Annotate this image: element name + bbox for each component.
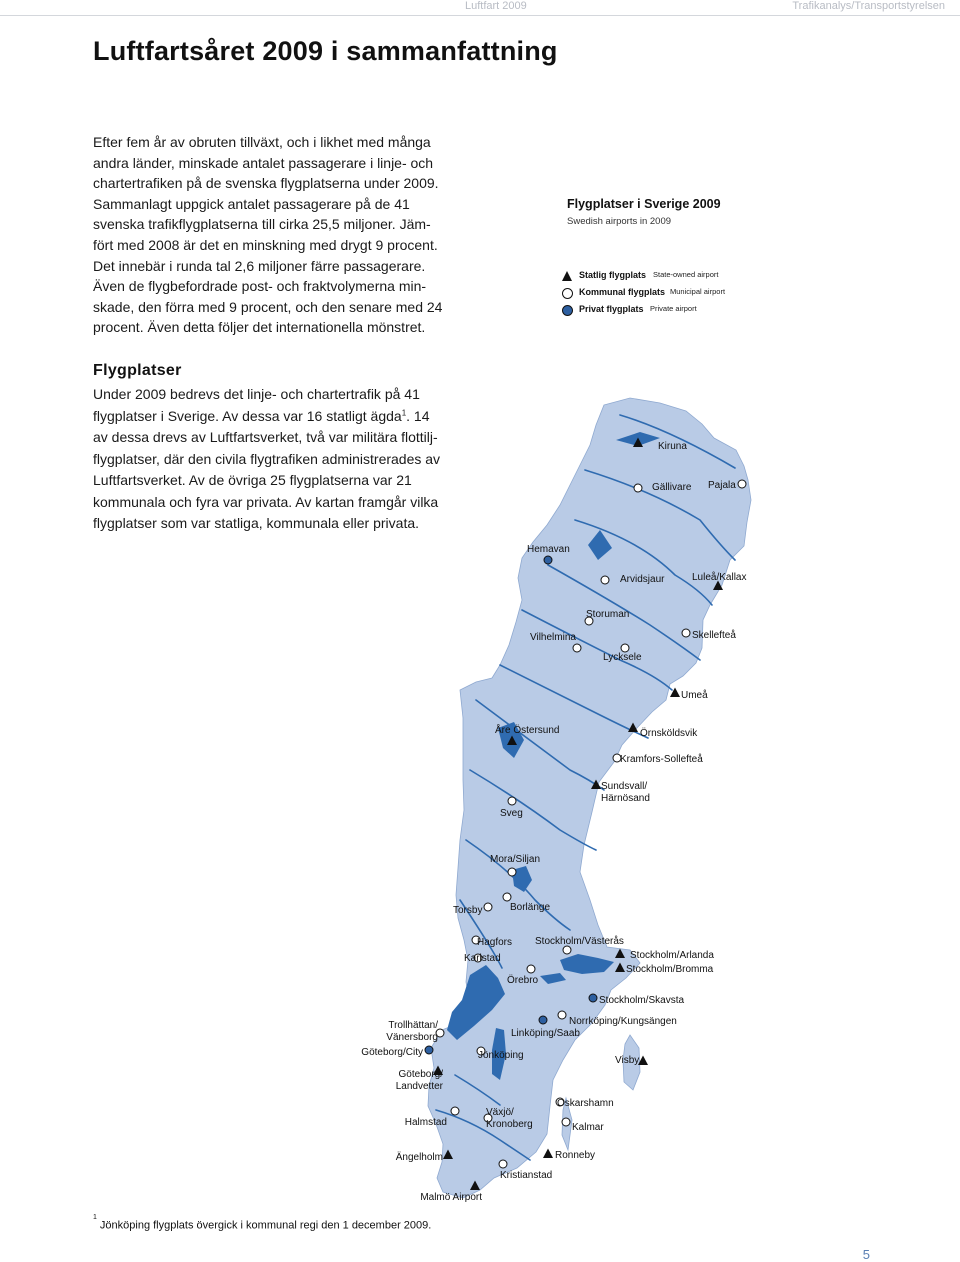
municipal-airport-icon [484, 903, 492, 911]
airport-label-line: Jönköping [478, 1050, 524, 1061]
airport-label-line: Pajala [708, 480, 736, 491]
municipal-airport-icon [508, 868, 516, 876]
state-airport-icon [543, 1149, 553, 1159]
airport-label-lycksele [603, 652, 642, 663]
section-line: kommunala och fyra var privata. Av kartan framgår vilka [93, 493, 439, 510]
section-title: Flygplatser [93, 362, 182, 379]
municipal-airport-icon [451, 1107, 459, 1115]
airport-label-line: Kramfors-Sollefteå [620, 754, 703, 765]
airport-label-line: Sundsvall/ [601, 781, 648, 792]
intro-line: Även de flygbefordrade post- och fraktvolymerna min- [93, 278, 427, 295]
municipal-airport-icon [563, 946, 571, 954]
sweden-mainland-shape [428, 398, 751, 1198]
intro-line: Det innebär i runda tal 2,6 miljoner färre passagerare. [93, 257, 426, 274]
airport-label-line: Vänersborg [386, 1032, 438, 1043]
map-title: Flygplatser i Sverige 2009 [567, 197, 721, 211]
intro-line: skade, den förra med 9 procent, och den senare med 24 [93, 298, 443, 315]
airport-label-oskarshamn [557, 1098, 614, 1109]
footnote-ref: 1 [401, 407, 407, 417]
airport-label-line: Torsby [453, 905, 483, 916]
airport-label-line: Norrköping/Kungsängen [569, 1016, 677, 1027]
airport-label-line: Kalmar [572, 1122, 604, 1133]
airport-label-line: Trollhättan/ [388, 1020, 438, 1031]
airport-label-sveg [500, 808, 523, 819]
footnote-text: Jönköping flygplats övergick i kommunal regi den 1 december 2009. [99, 1219, 432, 1232]
airport-label-line: Luleå/Kallax [692, 572, 747, 583]
airport-label-line: Växjö/ [486, 1107, 514, 1118]
section-line: Luftfartsverket. Av de övriga 25 flygplatserna var 21 [93, 472, 412, 488]
private-airport-icon [539, 1016, 547, 1024]
airport-label-line: Oskarshamn [557, 1098, 614, 1109]
municipal-airport-icon [738, 480, 746, 488]
legend-label-sv: Statlig flygplats [579, 270, 647, 280]
running-header-left: Luftfart 2009 [465, 0, 527, 12]
section-line: flygplatser som var statliga, kommunala eller privata. [93, 515, 420, 531]
section-line: flygplatser, där den civila flygtrafiken administrerades av [93, 450, 441, 467]
airport-label-line: Borlänge [510, 902, 551, 913]
page-title: Luftfartsåret 2009 i sammanfattning [93, 36, 558, 66]
airport-label-stockholm-arlanda [630, 950, 714, 961]
airport-label-malmö-airport [420, 1192, 482, 1203]
municipal-airport-icon [503, 893, 511, 901]
airport-label-line: Umeå [681, 690, 708, 701]
airport-label-norrköping-kungsängen [569, 1016, 677, 1027]
private-airport-icon [544, 556, 552, 564]
legend-label-sv: Kommunal flygplats [579, 287, 666, 297]
airport-label-hemavan [527, 544, 570, 555]
map-subtitle: Swedish airports in 2009 [567, 216, 672, 227]
intro-line: fört med 2008 är det en minskning med drygt 9 procent. [93, 236, 438, 253]
airport-label-line: Vilhelmina [530, 632, 576, 643]
airport-label-line: Gällivare [652, 482, 692, 493]
municipal-airport-icon [499, 1160, 507, 1168]
airport-label-gällivare [652, 482, 692, 493]
airport-label-line: Kiruna [658, 441, 687, 452]
intro-line: Efter fem år av obruten tillväxt, och i likhet med många [93, 134, 431, 150]
airport-label-line: Karlstad [464, 953, 501, 964]
legend-label-en: Municipal airport [670, 287, 726, 296]
legend-label-sv: Privat flygplats [579, 304, 644, 314]
municipal-airport-icon [562, 1118, 570, 1126]
airport-label-linköping-saab [511, 1028, 580, 1039]
airport-label-örebro [507, 974, 539, 986]
intro-line: Sammanlagt uppgick antalet passagerare på de 41 [93, 195, 410, 212]
airport-label-line: Visby [615, 1055, 640, 1066]
airport-label-line: Arvidsjaur [620, 574, 665, 585]
intro-line: svenska trafikflygplatserna till cirka 25,5 miljoner. Jäm- [93, 216, 431, 233]
section-line-text: flygplatser i Sverige. Av dessa var 16 statligt ägda [93, 407, 402, 424]
airport-label-arvidsjaur [620, 574, 665, 585]
airport-label-line: Malmö Airport [420, 1192, 482, 1203]
intro-line: chartertrafiken på de svenska flygplatserna under 2009. [93, 175, 439, 192]
airport-label-line: Hemavan [527, 544, 570, 555]
section-line: Under 2009 bedrevs det linje- och chartertrafik på 41 [93, 386, 420, 402]
municipal-airport-icon [527, 965, 535, 973]
airport-label-jönköping [478, 1050, 524, 1061]
airport-label-line: Hagfors [477, 937, 513, 948]
airport-label-göteborg-landvetter [396, 1069, 444, 1092]
airport-label-stockholm-bromma [626, 964, 714, 975]
airport-label-torsby [453, 905, 482, 916]
municipal-airport-icon [634, 484, 642, 492]
airport-label-kalmar [572, 1122, 604, 1133]
airport-label-ronneby [555, 1150, 595, 1161]
airport-label-umeå [681, 689, 708, 701]
airport-label-halmstad [405, 1117, 447, 1128]
airport-label-line: Kronoberg [486, 1119, 533, 1130]
airport-label-sundsvall-härnösand [601, 781, 650, 804]
airport-label-line: Göteborg/City [361, 1047, 423, 1058]
airport-label-line: Linköping/Saab [511, 1028, 580, 1039]
section-line-text: . 14 [406, 407, 430, 424]
airport-label-line: Skellefteå [692, 630, 736, 641]
intro-line: andra länder, minskade antalet passagerare i linje- och [93, 154, 434, 171]
airport-label-stockholm-västerås [535, 935, 624, 947]
municipal-airport-icon [682, 629, 690, 637]
airport-label-line: Sveg [500, 808, 523, 819]
airport-label-line: Lycksele [603, 652, 642, 663]
page-number: 5 [862, 1247, 870, 1262]
sweden-landmass [428, 398, 751, 1198]
airport-label-stockholm-skavsta [599, 995, 684, 1006]
airport-label-visby [615, 1055, 639, 1066]
municipal-airport-icon [573, 644, 581, 652]
airport-label-trollhättan-vänersborg [386, 1020, 438, 1043]
airport-label-ängelholm [396, 1151, 443, 1163]
airport-label-line: Mora/Siljan [490, 854, 541, 865]
airport-label-örnsköldsvik [640, 727, 698, 739]
airport-label-skellefteå [692, 629, 736, 641]
private-airport-icon [589, 994, 597, 1002]
airport-label-line: Ängelholm [395, 1152, 443, 1163]
legend-label-en: Private airport [650, 304, 697, 313]
section-line: av dessa drevs av Luftfartsverket, två var militära flottilj- [93, 429, 438, 445]
airport-label-göteborg-city [361, 1047, 423, 1058]
airport-label-vilhelmina [530, 632, 576, 643]
running-header-right: Trafikanalys/Transportstyrelsen [792, 0, 945, 12]
municipal-airport-icon [621, 644, 629, 652]
airport-label-borlänge [510, 902, 550, 913]
intro-line: procent. Även detta följer det internationella mönstret. [93, 319, 426, 336]
municipal-airport-icon [558, 1011, 566, 1019]
airport-label-line: Kristianstad [500, 1170, 553, 1181]
airport-label-pajala [708, 480, 736, 491]
airport-label-hagfors [477, 937, 512, 948]
airport-label-line: Landvetter [395, 1081, 443, 1092]
legend-label-en: State-owned airport [653, 270, 719, 279]
footnote [93, 1214, 432, 1232]
airport-label-line: Örebro [507, 975, 539, 986]
airport-label-åre-östersund [495, 723, 559, 736]
airport-label-line: Örnsköldsvik [640, 728, 698, 739]
airport-label-luleå-kallax [692, 571, 746, 583]
airport-label-storuman [586, 609, 629, 620]
airport-label-kristianstad [500, 1170, 552, 1181]
airport-label-line: Stockholm/Skavsta [599, 995, 685, 1006]
airport-label-line: Ronneby [555, 1150, 596, 1161]
airport-label-line: Åre Östersund [495, 725, 560, 736]
airport-label-kiruna [658, 441, 687, 452]
airport-label-mora-siljan [490, 854, 540, 865]
private-airport-icon [425, 1046, 433, 1054]
airport-label-line: Storuman [586, 609, 630, 620]
airport-label-line: Göteborg/ [398, 1069, 443, 1080]
airport-label-line: Stockholm/Bromma [626, 964, 714, 975]
airport-label-line: Halmstad [404, 1117, 447, 1128]
airport-label-line: Stockholm/Västerås [535, 936, 624, 947]
airport-label-karlstad [464, 953, 501, 964]
municipal-airport-icon [508, 797, 516, 805]
footnote-marker: 1 [93, 1214, 97, 1221]
municipal-airport-icon [601, 576, 609, 584]
airport-label-line: Stockholm/Arlanda [630, 950, 714, 961]
airport-label-line: Härnösand [601, 793, 650, 804]
airport-label-kramfors-sollefteå [620, 753, 703, 765]
